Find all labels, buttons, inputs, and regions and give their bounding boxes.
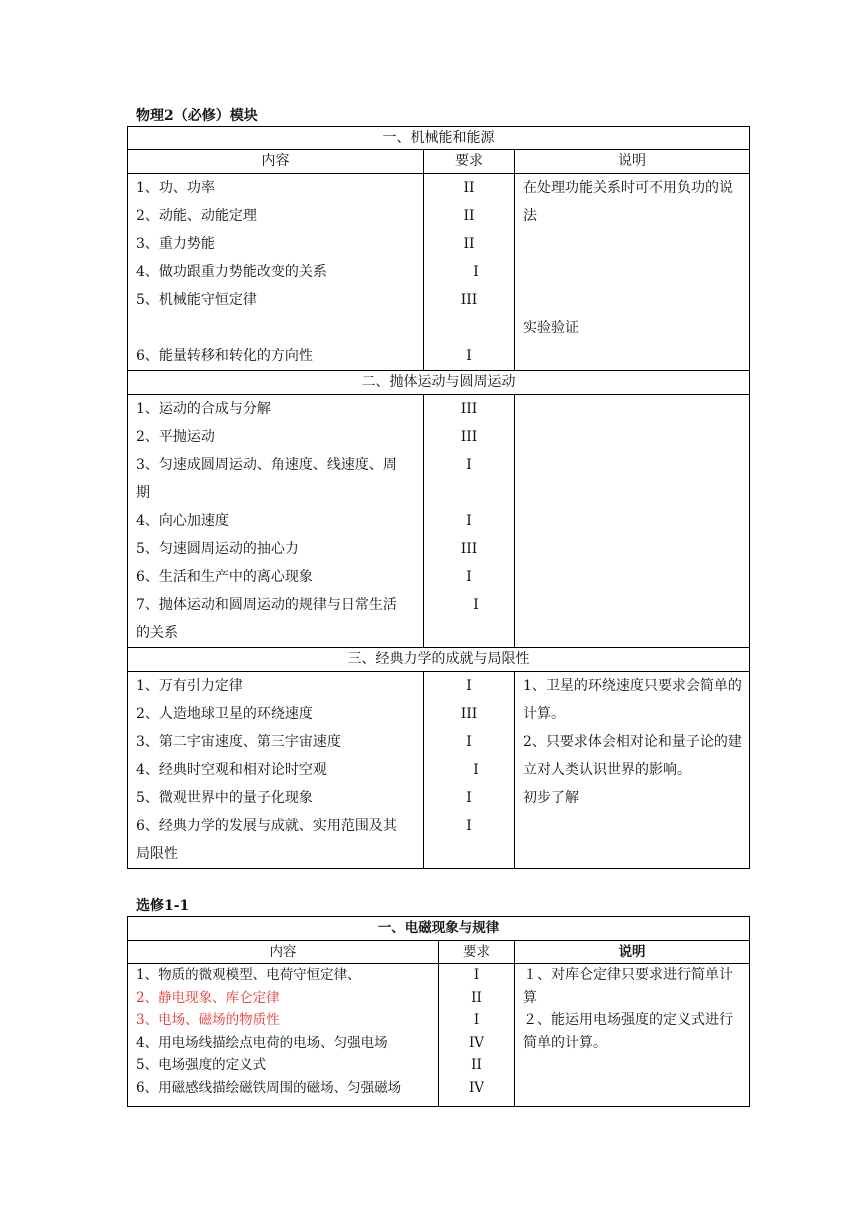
requirement-level: II bbox=[471, 1057, 482, 1074]
column-header-content: 内容 bbox=[128, 150, 424, 174]
list-item: 6、能量转移和转化的方向性 bbox=[136, 348, 313, 364]
requirement-level: II bbox=[463, 208, 475, 224]
requirement-level: I bbox=[473, 264, 479, 280]
requirement-level: I bbox=[466, 734, 472, 750]
module-title: 选修1-1 bbox=[136, 898, 190, 914]
requirement-level: II bbox=[471, 989, 482, 1006]
requirement-level: I bbox=[473, 1012, 480, 1029]
list-item: 5、机械能守恒定律 bbox=[136, 292, 257, 308]
section-title: 二、抛体运动与圆周运动 bbox=[128, 371, 750, 395]
requirement-level: III bbox=[460, 429, 478, 445]
note-cell bbox=[515, 672, 750, 869]
list-item: 3、匀速成圆周运动、角速度、线速度、周 bbox=[136, 457, 397, 473]
requirement-level: I bbox=[473, 967, 480, 983]
list-item: 3、第二宇宙速度、第三宇宙速度 bbox=[136, 734, 341, 750]
list-item: 2、人造地球卫星的环绕速度 bbox=[136, 706, 313, 722]
requirement-level: I bbox=[473, 597, 479, 613]
list-item: 4、向心加速度 bbox=[136, 513, 229, 529]
list-item: 1、功、功率 bbox=[136, 180, 215, 196]
list-item: 4、用电场线描绘点电荷的电场、匀强电场 bbox=[136, 1034, 388, 1051]
column-header-content: 内容 bbox=[128, 941, 439, 964]
requirement-level: III bbox=[460, 541, 478, 557]
list-item: 2、平抛运动 bbox=[136, 429, 215, 445]
note-text: １、对库仑定律只要求进行简单计算 bbox=[523, 967, 733, 1006]
list-item: 6、生活和生产中的离心现象 bbox=[136, 569, 313, 585]
list-item: 6、经典力学的发展与成就、实用范围及其 bbox=[136, 818, 397, 834]
note-text: ２、能运用电场强度的定义式进行简单的计算。 bbox=[523, 1012, 733, 1051]
list-item: 4、经典时空观和相对论时空观 bbox=[136, 762, 327, 778]
requirement-level: I bbox=[473, 762, 479, 778]
requirement-level: I bbox=[466, 513, 472, 529]
requirement-level: III bbox=[460, 292, 478, 308]
requirement-level: IV bbox=[468, 1079, 485, 1096]
list-item: 1、运动的合成与分解 bbox=[136, 401, 271, 417]
requirement-cell bbox=[424, 174, 515, 371]
note-text: 2、只要求体会相对论和量子论的建立对人类认识世界的影响。 bbox=[523, 734, 742, 778]
list-item: 5、匀速圆周运动的抽心力 bbox=[136, 541, 299, 557]
note-cell bbox=[515, 964, 750, 1107]
note-cell bbox=[515, 395, 750, 648]
list-item: 5、微观世界中的量子化现象 bbox=[136, 790, 313, 806]
requirement-level: I bbox=[466, 818, 472, 834]
list-item: 3、重力势能 bbox=[136, 236, 215, 252]
list-item-continued: 期 bbox=[136, 485, 150, 501]
column-header-requirement: 要求 bbox=[424, 150, 515, 174]
content-cell bbox=[128, 174, 424, 371]
requirement-level: I bbox=[466, 348, 472, 364]
column-header-note: 说明 bbox=[515, 150, 750, 174]
requirement-level: IV bbox=[468, 1034, 485, 1051]
column-header-requirement: 要求 bbox=[439, 941, 515, 964]
module-title: 物理2（必修）模块 bbox=[136, 108, 258, 124]
list-item: 6、用磁感线描绘磁铁周围的磁场、匀强磁场 bbox=[136, 1079, 402, 1096]
list-item-highlighted: 2、静电现象、库仑定律 bbox=[136, 989, 280, 1006]
list-item-highlighted: 3、电场、磁场的物质性 bbox=[136, 1012, 280, 1029]
list-item: 4、做功跟重力势能改变的关系 bbox=[136, 264, 327, 280]
requirement-level: II bbox=[463, 180, 475, 196]
list-item: 1、物质的微观模型、电荷守恒定律、 bbox=[136, 967, 361, 983]
module1-table bbox=[127, 126, 750, 869]
requirement-level: I bbox=[466, 569, 472, 585]
note-text: 1、卫星的环绕速度只要求会简单的计算。 bbox=[523, 678, 742, 722]
list-item-continued: 的关系 bbox=[136, 625, 178, 641]
requirement-level: I bbox=[466, 790, 472, 806]
requirement-cell bbox=[424, 395, 515, 648]
requirement-level: I bbox=[466, 457, 472, 473]
requirement-cell bbox=[424, 672, 515, 869]
content-cell bbox=[128, 395, 424, 648]
requirement-level: I bbox=[466, 678, 472, 694]
content-cell bbox=[128, 672, 424, 869]
module2-table bbox=[127, 916, 750, 1107]
note-text: 在处理功能关系时可不用负功的说法 bbox=[523, 180, 733, 224]
note-text: 初步了解 bbox=[523, 790, 579, 806]
requirement-level: III bbox=[460, 706, 478, 722]
list-item: 7、抛体运动和圆周运动的规律与日常生活 bbox=[136, 597, 397, 613]
list-item: 2、动能、动能定理 bbox=[136, 208, 257, 224]
section-title: 三、经典力学的成就与局限性 bbox=[128, 648, 750, 672]
requirement-cell bbox=[439, 964, 515, 1107]
requirement-level: II bbox=[463, 236, 475, 252]
list-item: 5、电场强度的定义式 bbox=[136, 1057, 267, 1074]
list-item-continued: 局限性 bbox=[136, 846, 178, 862]
list-item: 1、万有引力定律 bbox=[136, 678, 243, 694]
content-cell bbox=[128, 964, 439, 1107]
note-cell bbox=[515, 174, 750, 371]
requirement-level: III bbox=[460, 401, 478, 417]
section-title: 一、电磁现象与规律 bbox=[128, 917, 750, 941]
section-title: 一、机械能和能源 bbox=[128, 127, 750, 150]
note-text: 实验验证 bbox=[523, 320, 579, 336]
column-header-note: 说明 bbox=[515, 941, 750, 964]
